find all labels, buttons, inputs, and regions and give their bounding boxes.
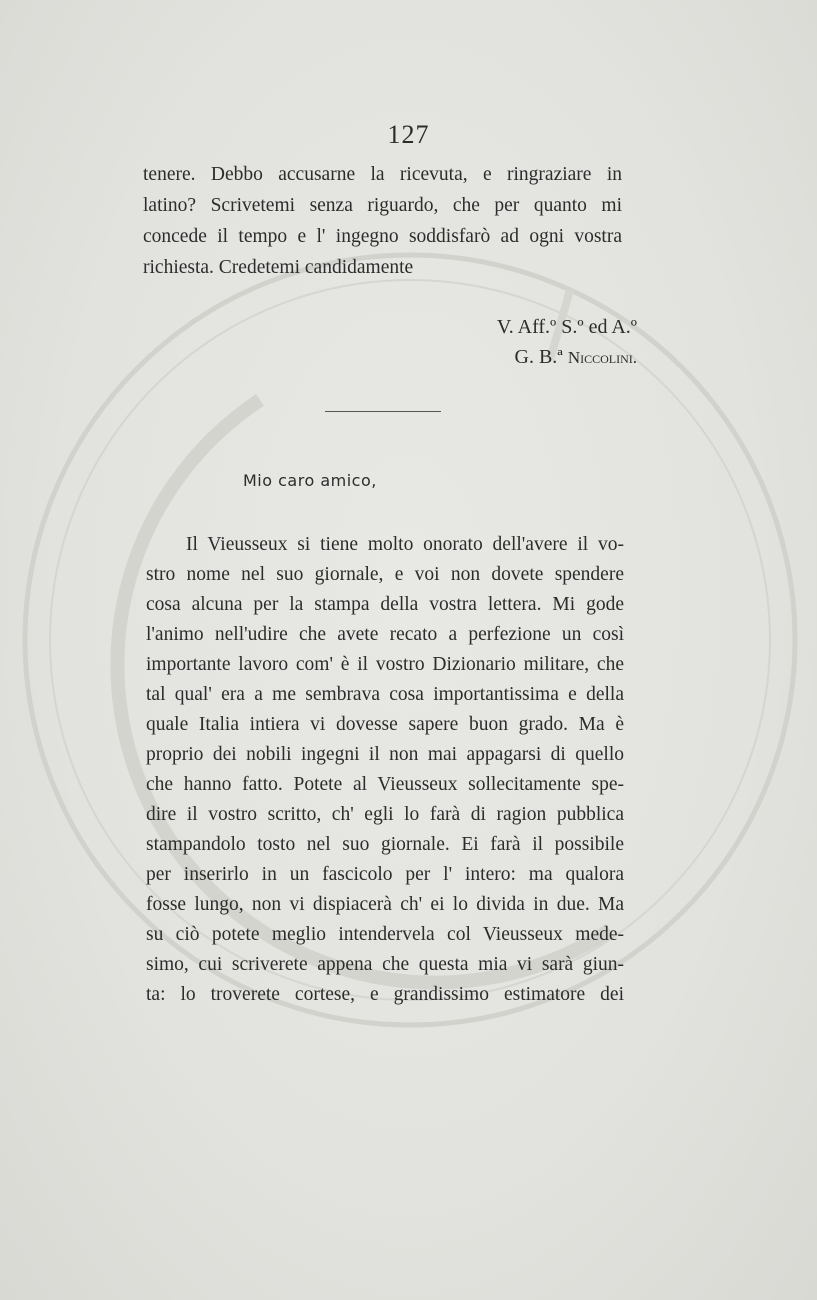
top-line-4: richiesta. Credetemi candidamente xyxy=(143,257,414,278)
body-line-14: su ciò potete meglio intendervela col Vieusseux mede- xyxy=(146,924,624,945)
body-line-13: fosse lungo, non vi dispiacerà ch' ei lo divida in due. Ma xyxy=(146,894,624,915)
body-line-16: ta: lo troverete cortese, e grandissimo estimatore dei xyxy=(146,984,624,1005)
body-line-10: dire il vostro scritto, ch' egli lo farà di ragion pubblica xyxy=(146,804,624,825)
signature-line-2 xyxy=(400,346,637,369)
body-line-11: stampandolo tosto nel suo giornale. Ei farà il possibile xyxy=(146,834,624,855)
body-line-6: tal qual' era a me sembrava cosa importantissima e della xyxy=(146,684,624,705)
top-line-1: tenere. Debbo accusarne la ricevuta, e ringraziare in xyxy=(143,164,622,185)
body-line-3: cosa alcuna per la stampa della vostra lettera. Mi gode xyxy=(146,594,624,615)
top-line-2: latino? Scrivetemi senza riguardo, che per quanto mi xyxy=(143,195,622,216)
page-number: 127 xyxy=(387,120,430,149)
body-line-4: l'animo nell'udire che avete recato a perfezione un così xyxy=(146,624,624,645)
body-line-9: che hanno fatto. Potete al Vieusseux sollecitamente spe- xyxy=(146,774,624,795)
top-line-3: concede il tempo e l' ingegno soddisfarò ad ogni vostra xyxy=(143,226,622,247)
signature-surname: Niccolini. xyxy=(567,348,637,367)
body-line-5: importante lavoro com' è il vostro Dizionario militare, che xyxy=(146,654,624,675)
section-divider xyxy=(325,411,441,412)
body-line-1: Il Vieusseux si tiene molto onorato dell'avere il vo- xyxy=(186,534,624,555)
body-line-2: stro nome nel suo giornale, e voi non dovete spendere xyxy=(146,564,624,585)
body-line-15: simo, cui scriverete appena che questa mia vi sarà giun- xyxy=(146,954,624,975)
body-line-8: proprio dei nobili ingegni il non mai appagarsi di quello xyxy=(146,744,624,765)
signature-line-1: V. Aff.º S.º ed A.º xyxy=(496,316,637,338)
body-line-12: per inserirlo in un fascicolo per l' intero: ma qualora xyxy=(146,864,624,885)
signature-initials: G. B.ª xyxy=(514,346,563,368)
salutation: Mio caro amico, xyxy=(243,471,377,490)
body-line-7: quale Italia intiera vi dovesse sapere buon grado. Ma è xyxy=(146,714,624,735)
